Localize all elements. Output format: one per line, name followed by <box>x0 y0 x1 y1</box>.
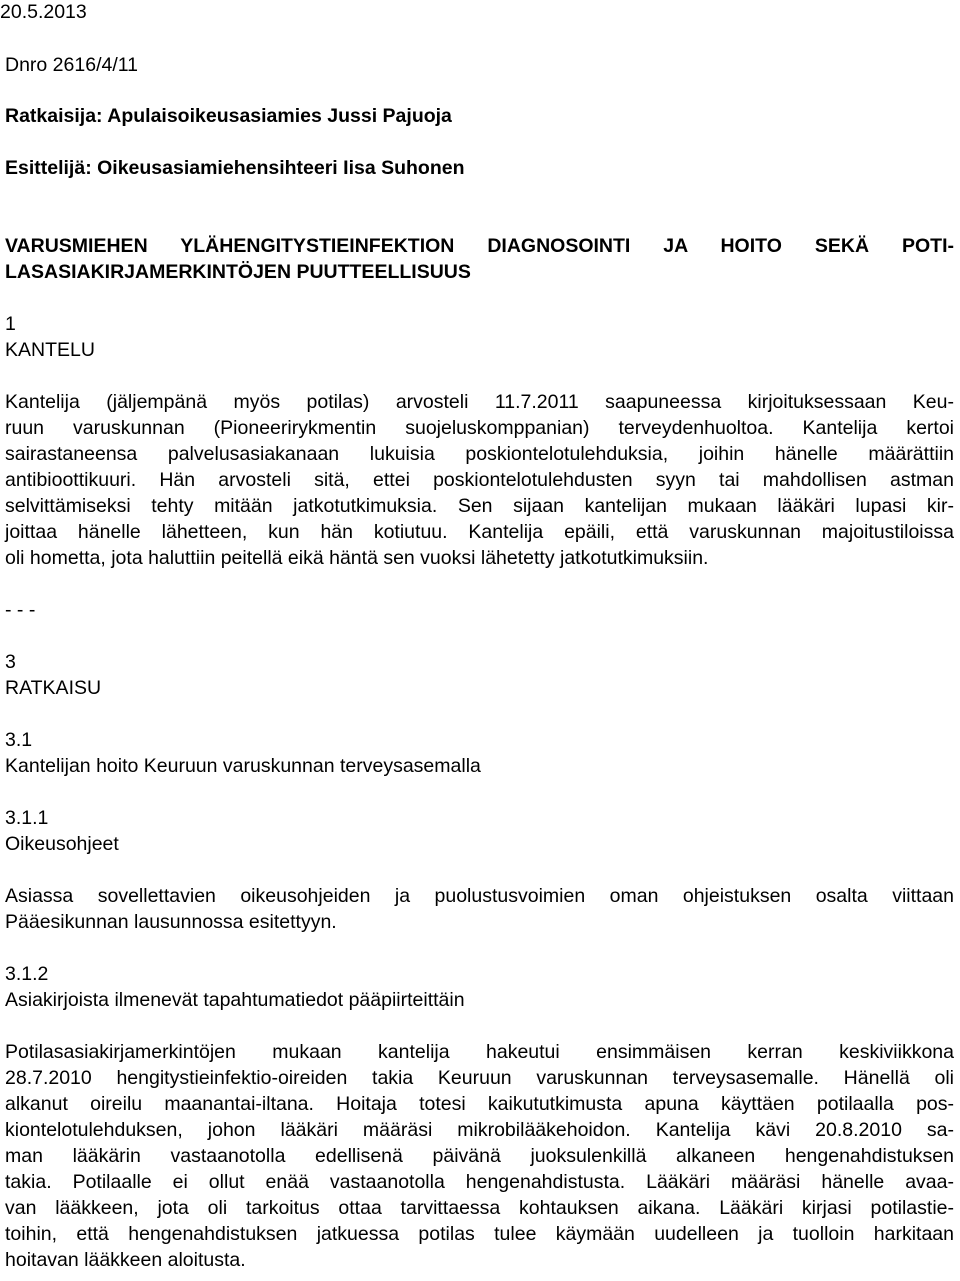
paragraph-line: van lääkkeen, jota oli tarkoitus ottaa tarvittaessa kohtauksen aikana. Lääkäri kirjasi potilastie- <box>5 1197 954 1219</box>
paragraph-line: Potilasasiakirjamerkintöjen mukaan kantelija hakeutui ensimmäisen kerran keskiviikkona <box>5 1041 954 1063</box>
paragraph-line: alkanut oireilu maanantai-iltana. Hoitaja totesi kaikututkimusta apuna käyttäen potilaalla pos- <box>5 1093 954 1115</box>
paragraph-line: selvittämiseksi tehty mitään jatkotutkimuksia. Sen sijaan kantelijan mukaan lääkäri lupasi kir- <box>5 495 954 517</box>
section-3-1-heading: Kantelijan hoito Keuruun varuskunnan terveysasemalla <box>5 755 481 777</box>
decision-maker: Ratkaisija: Apulaisoikeusasiamies Jussi Pajuoja <box>5 105 452 127</box>
diary-number: Dnro 2616/4/11 <box>5 54 138 76</box>
section-3-number: 3 <box>5 651 16 673</box>
paragraph-line: joittaa hänelle lähetteen, kun hän kotiutuu. Kantelija epäili, että varuskunnan majoitustiloissa <box>5 521 954 543</box>
section-3-1-2-heading: Asiakirjoista ilmenevät tapahtumatiedot pääpiirteittäin <box>5 989 465 1011</box>
section-3-1-2-number: 3.1.2 <box>5 963 49 985</box>
paragraph-line: Pääesikunnan lausunnossa esitettyyn. <box>5 911 337 933</box>
paragraph-line: oli hometta, jota haluttiin peitellä eikä häntä sen vuoksi lähetetty jatkotutkimuksiin. <box>5 547 709 569</box>
document-title-line-1: VARUSMIEHEN YLÄHENGITYSTIEINFEKTION DIAGNOSOINTI JA HOITO SEKÄ POTI- <box>5 235 954 257</box>
paragraph-line: takia. Potilaalle ei ollut enää vastaanotolla hengenahdistusta. Lääkäri määräsi hänelle avaa- <box>5 1171 954 1193</box>
paragraph-line: kiontelotulehduksen, johon lääkäri määräsi mikrobilääkehoidon. Kantelija kävi 20.8.2010 sa- <box>5 1119 954 1141</box>
paragraph-line: 28.7.2010 hengitystieinfektio-oireiden takia Keuruun varuskunnan terveysasemalle. Hänellä oli <box>5 1067 954 1089</box>
section-3-1-number: 3.1 <box>5 729 33 751</box>
document-date: 20.5.2013 <box>0 1 87 23</box>
section-1-heading: KANTELU <box>5 339 95 361</box>
section-3-heading: RATKAISU <box>5 677 102 699</box>
presenter: Esittelijä: Oikeusasiamiehensihteeri Iisa Suhonen <box>5 157 465 179</box>
paragraph-line: toihin, että hengenahdistuksen jatkuessa potilas tulee käymään uudelleen ja tuolloin harkitaan <box>5 1223 954 1245</box>
omission-separator: - - - <box>5 599 36 621</box>
section-3-1-1-heading: Oikeusohjeet <box>5 833 119 855</box>
paragraph-line: man lääkärin vastaanotolla edellisenä päivänä juoksulenkillä alkaneen hengenahdistuksen <box>5 1145 954 1167</box>
paragraph-line: antibioottikuuri. Hän arvosteli sitä, ettei poskiontelotulehdusten syyn tai mahdollisen astman <box>5 469 954 491</box>
paragraph-line: Asiassa sovellettavien oikeusohjeiden ja puolustusvoimien oman ohjeistuksen osalta viittaan <box>5 885 954 907</box>
paragraph-line: hoitavan lääkkeen aloitusta. <box>5 1249 246 1271</box>
section-1-number: 1 <box>5 313 16 335</box>
section-3-1-1-number: 3.1.1 <box>5 807 49 829</box>
paragraph-line: sairastaneensa palvelusasiakanaan lukuisia poskiontelotulehduksia, joihin hänelle määrättiin <box>5 443 954 465</box>
paragraph-line: ruun varuskunnan (Pioneerirykmentin suojeluskomppanian) terveydenhuoltoa. Kantelija kertoi <box>5 417 954 439</box>
document-title-line-2: LASASIAKIRJAMERKINTÖJEN PUUTTEELLISUUS <box>5 261 471 283</box>
paragraph-line: Kantelija (jäljempänä myös potilas) arvosteli 11.7.2011 saapuneessa kirjoituksessaan Keu- <box>5 391 954 413</box>
